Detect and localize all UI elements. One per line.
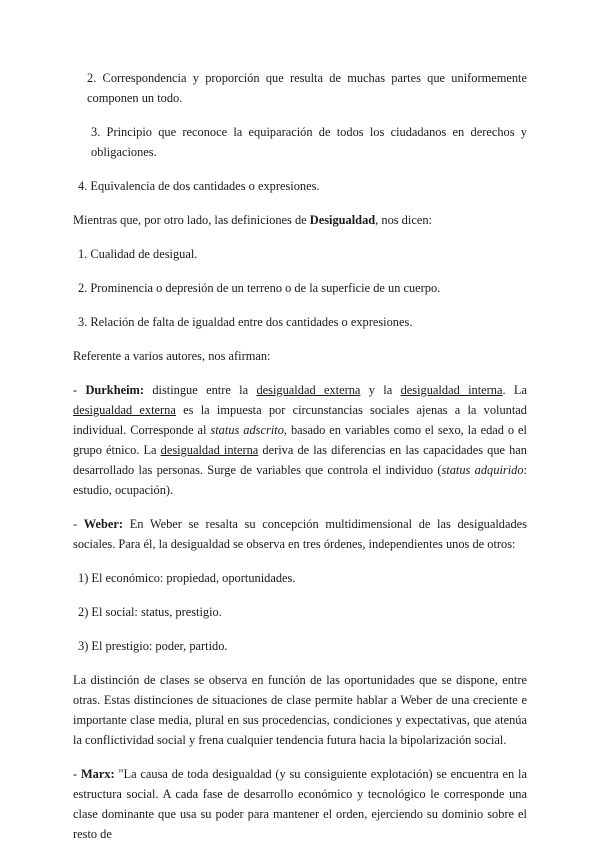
text: : estudio, ocupación). <box>73 463 527 497</box>
term-desigualdad-interna: desigualdad interna <box>400 383 503 397</box>
status-adquirido: status adquirido <box>441 463 524 477</box>
dash: - <box>73 767 81 781</box>
text: y la <box>360 383 401 397</box>
text: distingue entre la <box>143 383 257 397</box>
desigualdad-list-item-1: 1. Cualidad de desigual. <box>78 247 198 261</box>
weber-name: Weber: <box>83 517 124 531</box>
desigualdad-intro-suffix: , nos dicen: <box>375 213 432 227</box>
desigualdad-list-item-2: 2. Prominencia o depresión de un terreno o de la superficie de un cuerpo. <box>78 281 441 295</box>
status-adscrito: status adscrito, <box>210 423 287 437</box>
desigualdad-intro-paragraph <box>73 210 527 230</box>
weber-list-item-3: 3) El prestigio: poder, partido. <box>78 639 228 653</box>
text: En Weber se resalta su concepción multidimensional de las desigualdades sociales. Para él, la desigualdad se observa en tres órdenes, independientes unos de otros: <box>73 517 527 551</box>
term-desigualdad-externa: desigualdad externa <box>256 383 361 397</box>
text: . La <box>502 383 527 397</box>
weber-list-item-2: 2) El social: status, prestigio. <box>78 605 222 619</box>
dash: - <box>73 517 84 531</box>
intro-list-item-2: 2. Correspondencia y proporción que resulta de muchas partes que uniformemente componen un todo. <box>87 71 527 105</box>
desigualdad-intro-text: Mientras que, por otro lado, las definiciones de <box>73 213 310 227</box>
autores-intro: Referente a varios autores, nos afirman: <box>73 349 271 363</box>
term-desigualdad-interna: desigualdad interna <box>160 443 259 457</box>
weber-list-item-1: 1) El económico: propiedad, oportunidades. <box>78 571 296 585</box>
dash: - <box>73 383 86 397</box>
durkheim-paragraph <box>73 380 527 500</box>
term-desigualdad-externa: desigualdad externa <box>73 403 176 417</box>
text: "La causa de toda desigualdad (y su consiguiente explotación) se encuentra en la estructura social. A cada fase de desarrollo económico y tecnológico le corresponde una clase dominante que usa su poder para mantener el orden, ejerciendo su dominio sobre el resto de <box>73 767 527 841</box>
marx-paragraph <box>73 764 527 844</box>
intro-list-item-3: 3. Principio que reconoce la equiparación de todos los ciudadanos en derechos y obligaciones. <box>91 125 527 159</box>
clases-paragraph: La distinción de clases se observa en función de las oportunidades que se dispone, entre otras. Estas distinciones de situaciones de clase permite hablar a Weber de una creciente e importante clase media, plural en sus procedencias, condiciones y expectativas, que atenúa la conflictividad social y frena cualquier tendencia futura hacia la bipolarización social. <box>73 673 527 747</box>
text: deriva de las diferencias en las capacidades que han desarrollado las personas. Surge de variables que controla el individuo ( <box>73 443 527 477</box>
marx-name: Marx: <box>80 767 115 781</box>
desigualdad-list-item-3: 3. Relación de falta de igualdad entre dos cantidades o expresiones. <box>78 315 413 329</box>
text: es la impuesta por circunstancias sociales ajenas a la voluntad individual. Corresponde al <box>73 403 527 437</box>
desigualdad-term: Desigualdad <box>309 213 376 227</box>
durkheim-name: Durkheim: <box>85 383 144 397</box>
weber-paragraph <box>73 514 527 554</box>
intro-list-item-4: 4. Equivalencia de dos cantidades o expresiones. <box>78 179 320 193</box>
text: basado en variables como el sexo, la edad o el grupo étnico. La <box>73 423 527 457</box>
